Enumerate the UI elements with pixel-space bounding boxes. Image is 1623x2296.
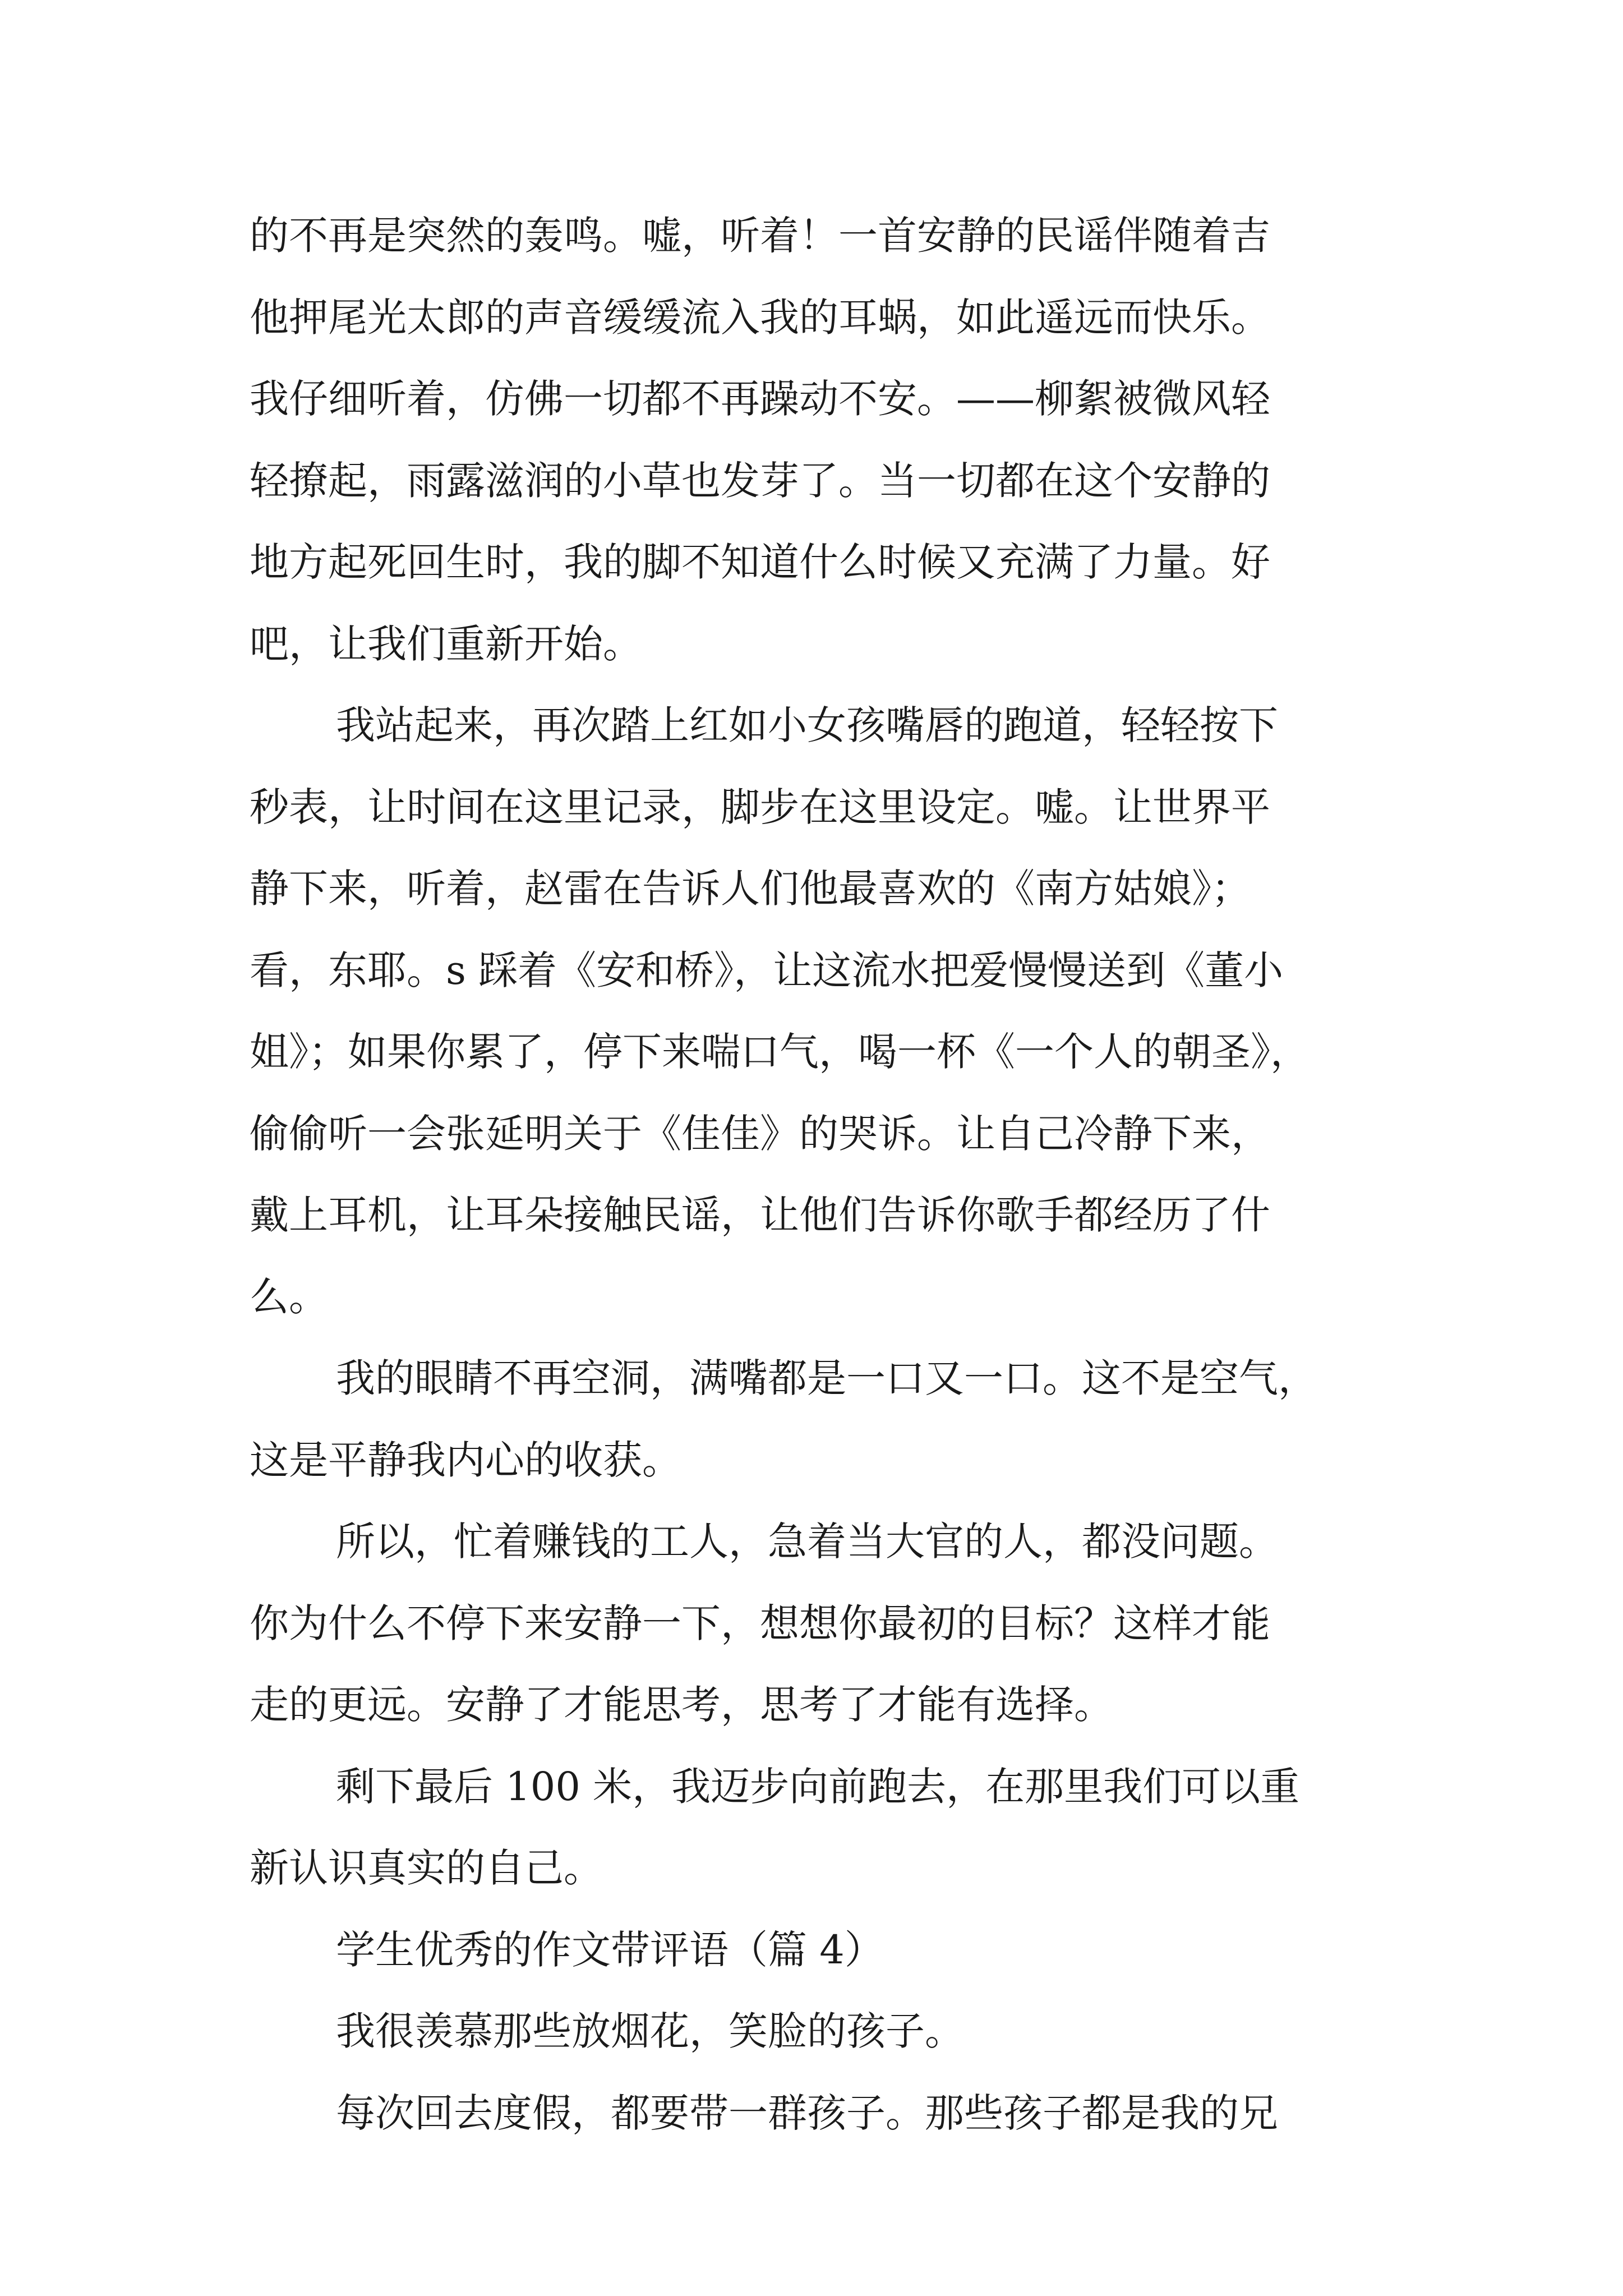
text-line: 你为什么不停下来安静一下，想想你最初的目标？这样才能 (250, 1600, 1270, 1646)
text-line: 走的更远。安静了才能思考，思考了才能有选择。 (250, 1682, 1113, 1728)
text-line: 看，东耶。s 踩着《安和桥》，让这流水把爱慢慢送到《董小 (250, 947, 1284, 993)
text-line: 秒表，让时间在这里记录，脚步在这里设定。嘘。让世界平 (250, 784, 1270, 830)
text-line: 他押尾光太郎的声音缓缓流入我的耳蜗，如此遥远而快乐。 (250, 294, 1270, 341)
text-line: 我很羡慕那些放烟花，笑脸的孩子。 (336, 2008, 964, 2054)
text-line: 吧，让我们重新开始。 (250, 620, 642, 667)
text-line: 姐》；如果你累了，停下来喘口气，喝一杯《一个人的朝圣》， (250, 1029, 1310, 1075)
text-line: 所以，忙着赚钱的工人，急着当大官的人，都没问题。 (336, 1519, 1278, 1565)
text-line: 我站起来，再次踏上红如小女孩嘴唇的跑道，轻轻按下 (336, 702, 1278, 748)
text-line: 每次回去度假，都要带一群孩子。那些孩子都是我的兄 (336, 2090, 1278, 2136)
text-line: 我仔细听着，仿佛一切都不再躁动不安。——柳絮被微风轻 (250, 376, 1270, 422)
body-text (250, 195, 1438, 2154)
text-line: 学生优秀的作文带评语（篇 4） (336, 1926, 884, 1973)
text-line: 静下来，听着，赵雷在告诉人们他最喜欢的《南方姑娘》； (250, 866, 1251, 912)
text-line: 地方起死回生时，我的脚不知道什么时候又充满了力量。好 (250, 539, 1270, 585)
text-line: 这是平静我内心的收获。 (250, 1437, 681, 1483)
text-line: 么。 (250, 1273, 328, 1320)
text-line: 轻撩起，雨露滋润的小草也发芽了。当一切都在这个安静的 (250, 457, 1270, 504)
text-line: 偷偷听一会张延明关于《佳佳》的哭诉。让自己冷静下来， (250, 1110, 1270, 1157)
text-line: 剩下最后 100 米，我迈步向前跑去，在那里我们可以重 (336, 1763, 1300, 1810)
text-line: 我的眼睛不再空洞，满嘴都是一口又一口。这不是空气， (336, 1355, 1317, 1401)
text-line: 的不再是突然的轰鸣。嘘，听着！一首安静的民谣伴随着吉 (250, 213, 1270, 259)
text-line: 新认识真实的自己。 (250, 1845, 603, 1891)
text-line: 戴上耳机，让耳朵接触民谣，让他们告诉你歌手都经历了什 (250, 1192, 1270, 1238)
